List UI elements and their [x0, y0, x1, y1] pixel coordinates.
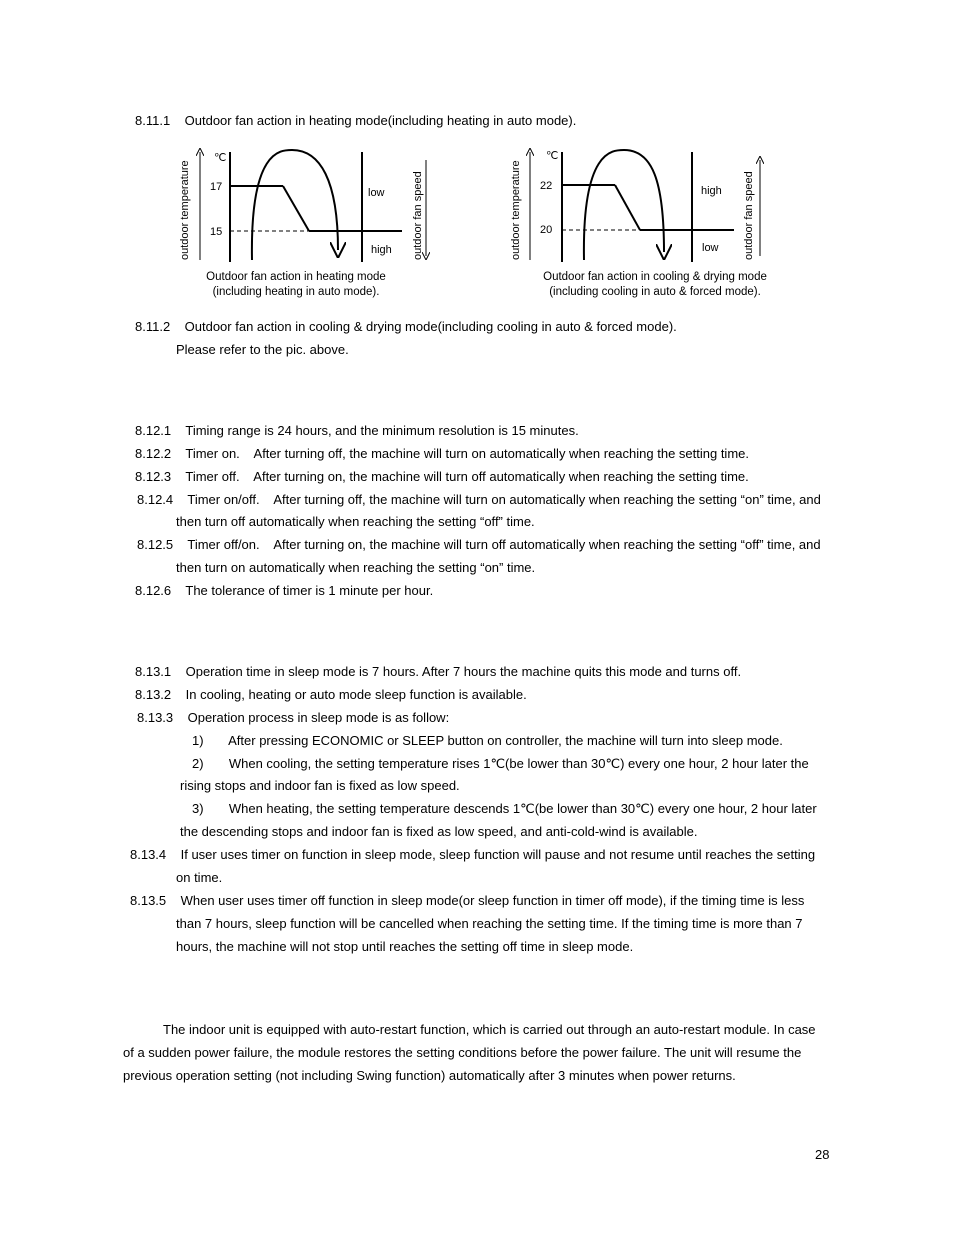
section-8-11-2-line2: Please refer to the pic. above.	[176, 342, 349, 357]
cooling-mode-diagram	[502, 140, 772, 265]
auto-restart-line-3: previous operation setting (not including Swing function) automatically after 3 minutes when power returns.	[123, 1068, 736, 1083]
item-text: The tolerance of timer is 1 minute per hour.	[185, 583, 434, 598]
sleep-item-1	[135, 664, 741, 680]
caption-line-2: (including heating in auto mode).	[212, 286, 380, 298]
item-text: Timer on/off. After turning off, the machine will turn on automatically when reaching the setting “on” time, and	[187, 492, 821, 507]
section-number: 8.11.2	[135, 319, 171, 334]
upper-temp-label: 22	[540, 180, 553, 192]
timer-item-4-line2: then turn off automatically when reaching the setting “off” time.	[176, 514, 535, 529]
step-text: After pressing ECONOMIC or SLEEP button on controller, the machine will turn into sleep mode.	[228, 733, 783, 748]
item-number: 8.12.5	[137, 537, 174, 552]
sleep-step-1	[192, 733, 783, 749]
cooling-diagram-caption	[505, 270, 805, 300]
item-number: 8.13.3	[137, 710, 174, 725]
item-number: 8.13.1	[135, 664, 172, 679]
timer-item-5	[137, 537, 821, 553]
item-number: 8.12.6	[135, 583, 172, 598]
item-number: 8.12.1	[135, 423, 172, 438]
item-text: In cooling, heating or auto mode sleep function is available.	[185, 687, 527, 702]
heating-mode-diagram	[170, 140, 440, 265]
sleep-item-2	[135, 687, 527, 703]
auto-restart-line-2: of a sudden power failure, the module restores the setting conditions before the power failure. The unit will resume the	[123, 1045, 802, 1060]
sleep-item-5-line3: hours, the machine will not stop until reaches the setting off time in sleep mode.	[176, 939, 634, 954]
page-number: 28	[815, 1147, 830, 1162]
item-number: 8.13.4	[130, 847, 167, 862]
timer-item-1	[135, 423, 579, 439]
item-number: 8.12.2	[135, 446, 172, 461]
section-text: Outdoor fan action in cooling & drying mode(including cooling in auto & forced mode).	[184, 319, 677, 334]
step-text: When heating, the setting temperature descends 1℃(be lower than 30℃) every one hour, 2 hour later	[228, 801, 817, 816]
section-8-11-2	[135, 319, 677, 335]
timer-item-5-line2: then turn on automatically when reaching the setting “on” time.	[176, 560, 536, 575]
item-number: 8.12.3	[135, 469, 172, 484]
hysteresis-arc	[584, 150, 664, 260]
y-axis-label: outdoor temperature	[179, 160, 191, 260]
y-axis-label: outdoor temperature	[510, 160, 522, 260]
item-text: If user uses timer on function in sleep mode, sleep function will pause and not resume until reaches the setting	[180, 847, 816, 862]
sleep-step-3-line2: the descending stops and indoor fan is fixed as low speed, and anti-cold-wind is available.	[180, 824, 698, 839]
caption-line-2: (including cooling in auto & forced mode).	[549, 286, 761, 298]
upper-temp-label: 17	[210, 181, 223, 193]
section-text: Outdoor fan action in heating mode(including heating in auto mode).	[184, 113, 577, 128]
item-number: 8.13.2	[135, 687, 172, 702]
sleep-step-2-line2: rising stops and indoor fan is fixed as low speed.	[180, 778, 460, 793]
sleep-item-4-line2: on time.	[176, 870, 223, 885]
item-text: Timer on. After turning off, the machine will turn on automatically when reaching the setting time.	[185, 446, 749, 461]
item-text: Operation process in sleep mode is as follow:	[187, 710, 450, 725]
upper-speed-label: low	[368, 187, 385, 199]
step-number: 2)	[192, 756, 204, 771]
item-text: When user uses timer off function in sleep mode(or sleep function in timer off mode), if the timing time is less	[180, 893, 805, 908]
item-text: Operation time in sleep mode is 7 hours. After 7 hours the machine quits this mode and turns off.	[185, 664, 742, 679]
timer-item-2	[135, 446, 749, 462]
item-number: 8.13.5	[130, 893, 167, 908]
transition-slope	[283, 186, 309, 231]
heating-diagram-caption	[146, 270, 446, 300]
unit-label: ℃	[214, 152, 227, 164]
lower-speed-label: high	[371, 244, 392, 256]
sleep-item-5	[130, 893, 804, 909]
item-text: Timing range is 24 hours, and the minimum resolution is 15 minutes.	[185, 423, 579, 438]
item-text: Timer off/on. After turning on, the machine will turn off automatically when reaching the setting “off” time, and	[187, 537, 821, 552]
unit-label: ℃	[546, 150, 559, 162]
right-axis-label: outdoor fan speed	[743, 171, 755, 260]
timer-item-6	[135, 583, 433, 599]
item-number: 8.12.4	[137, 492, 174, 507]
step-text: When cooling, the setting temperature rises 1℃(be lower than 30℃) every one hour, 2 hour later the	[228, 756, 809, 771]
lower-temp-label: 20	[540, 224, 553, 236]
timer-item-3	[135, 469, 749, 485]
right-axis-label: outdoor fan speed	[412, 171, 424, 260]
step-number: 3)	[192, 801, 204, 816]
upper-speed-label: high	[701, 185, 722, 197]
caption-line-1: Outdoor fan action in heating mode	[206, 271, 386, 283]
sleep-step-3	[192, 801, 817, 817]
lower-temp-label: 15	[210, 226, 223, 238]
sleep-item-4	[130, 847, 815, 863]
sleep-item-3	[137, 710, 449, 726]
lower-speed-label: low	[702, 242, 719, 254]
step-number: 1)	[192, 733, 204, 748]
sleep-step-2	[192, 756, 809, 772]
timer-item-4	[137, 492, 821, 508]
item-text: Timer off. After turning on, the machine will turn off automatically when reaching the setting time.	[185, 469, 749, 484]
caption-line-1: Outdoor fan action in cooling & drying mode	[543, 271, 767, 283]
transition-slope	[615, 185, 640, 230]
auto-restart-line-1: The indoor unit is equipped with auto-restart function, which is carried out through an auto-restart module. In case	[163, 1022, 816, 1037]
section-8-11-1	[135, 113, 576, 129]
section-number: 8.11.1	[135, 113, 171, 128]
sleep-item-5-line2: than 7 hours, sleep function will be cancelled when reaching the setting time. If the timing time is more than 7	[176, 916, 803, 931]
